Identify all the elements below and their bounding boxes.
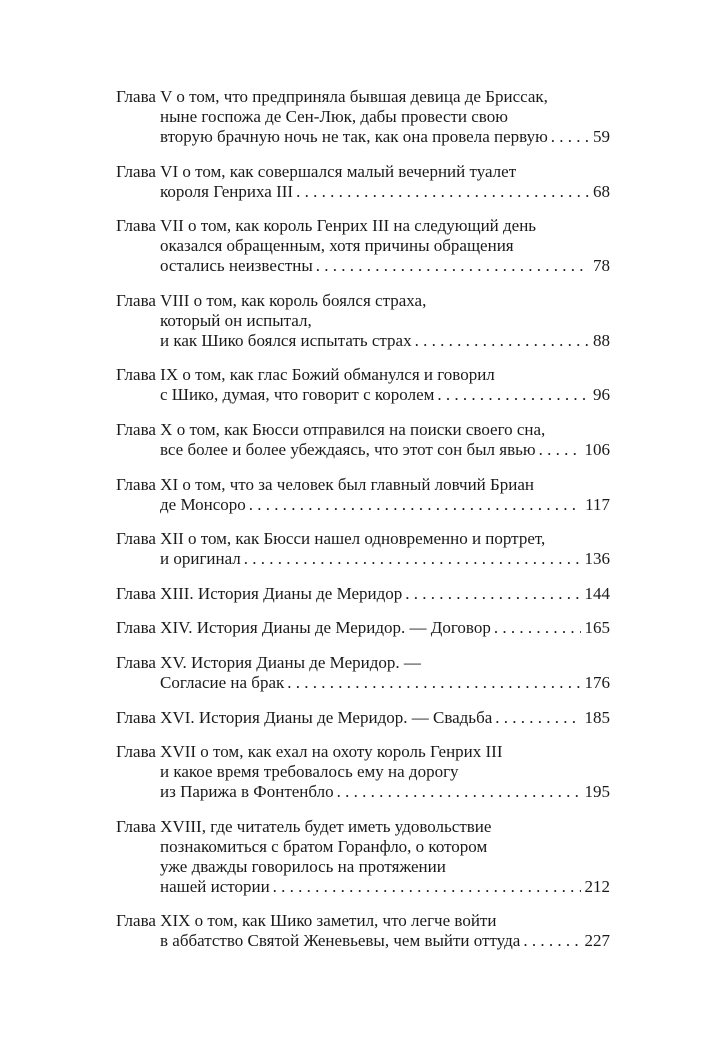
toc-line: Глава XII о том, как Бюсси нашел одновременно и портрет, [116,529,546,549]
page-number: 106 [584,439,610,459]
dot-leader [293,182,589,202]
page-number: 59 [593,127,610,146]
toc-line [116,495,610,515]
toc-line-text: и как Шико боялся испытать страх [160,330,412,350]
toc-line [116,256,610,276]
toc-line-text: остались неизвестны [160,256,313,276]
toc-entry [116,365,610,405]
dot-leader [402,584,580,604]
toc-line [116,931,610,951]
toc-line: познакомиться с братом Горанфло, о котором [160,836,488,856]
toc-entry [116,216,610,276]
toc-line-text: из Парижа в Фонтенбло [160,782,334,802]
dot-leader [548,127,589,147]
toc-line: Глава VI о том, как совершался малый вечерний туалет [116,161,517,181]
toc-entry [116,817,610,897]
dot-leader [313,256,589,276]
dot-leader [520,931,580,951]
toc-line [116,782,610,802]
toc-entry [116,162,610,202]
page-number: 144 [584,583,610,603]
page-number: 195 [584,782,610,802]
toc-line: Глава XI о том, что за человек был главный ловчий Бриан [116,474,535,494]
dot-leader [246,495,581,515]
toc-entry [116,708,610,728]
toc-line-text: с Шико, думая, что говорит с королем [160,385,435,405]
toc-line: и какое время требовалось ему на дорогу [160,762,459,782]
toc-line: Глава VII о том, как король Генрих III на следующий день [116,216,537,236]
toc-line: который он испытал, [160,310,312,330]
dot-leader [492,708,580,728]
toc-line [116,877,610,897]
toc-entry [116,529,610,569]
page-number: 227 [584,931,610,951]
toc-line: Глава XV. История Дианы де Меридор. — [116,652,421,672]
toc-line [116,385,610,405]
toc-line: Глава IX о том, как глас Божий обманулся и говорил [116,365,495,385]
toc-line-text: вторую брачную ночь не так, как она провела первую [160,127,548,146]
toc-line: уже дважды говорилось на протяжении [160,856,446,876]
dot-leader [270,877,581,897]
page-number: 165 [584,618,610,638]
toc-line-text: все более и более убеждаясь, что этот сон был явью [160,439,536,459]
toc-entry [116,911,610,951]
toc-line-text: нашей истории [160,876,270,896]
dot-leader [241,549,581,569]
toc-line-text: и оригинал [160,549,241,569]
toc-entry [116,742,610,802]
toc-line [116,440,610,460]
toc-line-text: Глава XIII. История Дианы де Меридор [116,583,403,603]
table-of-contents [116,87,610,966]
toc-line [116,584,610,604]
page-number: 78 [593,256,610,276]
toc-line [116,549,610,569]
toc-line: Глава XVIII, где читатель будет иметь удовольствие [116,816,492,836]
dot-leader [334,782,581,802]
page-number: 185 [584,707,610,727]
toc-entry [116,87,610,147]
page-number: 212 [584,876,610,896]
dot-leader [412,331,589,351]
toc-line-text: Согласие на брак [160,672,285,692]
dot-leader [536,440,581,460]
page-number: 117 [585,494,610,514]
toc-entry [116,291,610,351]
toc-line [116,673,610,693]
toc-line: Глава XIX о том, как Шико заметил, что легче войти [116,911,497,931]
toc-line [116,127,610,147]
toc-line: оказался обращенным, хотя причины обращения [160,236,514,256]
toc-line-text: де Монсоро [160,494,246,514]
toc-line: ныне госпожа де Сен-Люк, дабы провести свою [160,107,508,126]
toc-line: Глава XVII о том, как ехал на охоту король Генрих III [116,742,503,762]
toc-line-text: Глава XVI. История Дианы де Меридор. — Свадьба [116,707,493,727]
page-number: 176 [584,672,610,692]
toc-line-text: в аббатство Святой Женевьевы, чем выйти оттуда [160,931,521,951]
page-number: 96 [593,385,610,405]
toc-entry [116,618,610,638]
toc-line: Глава V о том, что предприняла бывшая девица де Бриссак, [116,87,548,106]
page-number: 136 [584,549,610,569]
page-number: 68 [593,181,610,201]
toc-entry [116,475,610,515]
toc-line-text: короля Генриха III [160,181,294,201]
toc-line [116,708,610,728]
dot-leader [284,673,580,693]
page-number: 88 [593,330,610,350]
toc-entry [116,653,610,693]
toc-entry [116,584,610,604]
toc-line [116,331,610,351]
dot-leader [434,385,589,405]
toc-line [116,618,610,638]
toc-line: Глава X о том, как Бюсси отправился на поиски своего сна, [116,419,546,439]
toc-line: Глава VIII о том, как король боялся страха, [116,290,427,310]
toc-entry [116,420,610,460]
toc-line-text: Глава XIV. История Дианы де Меридор. — Договор [116,618,491,638]
dot-leader [491,618,581,638]
toc-line [116,182,610,202]
